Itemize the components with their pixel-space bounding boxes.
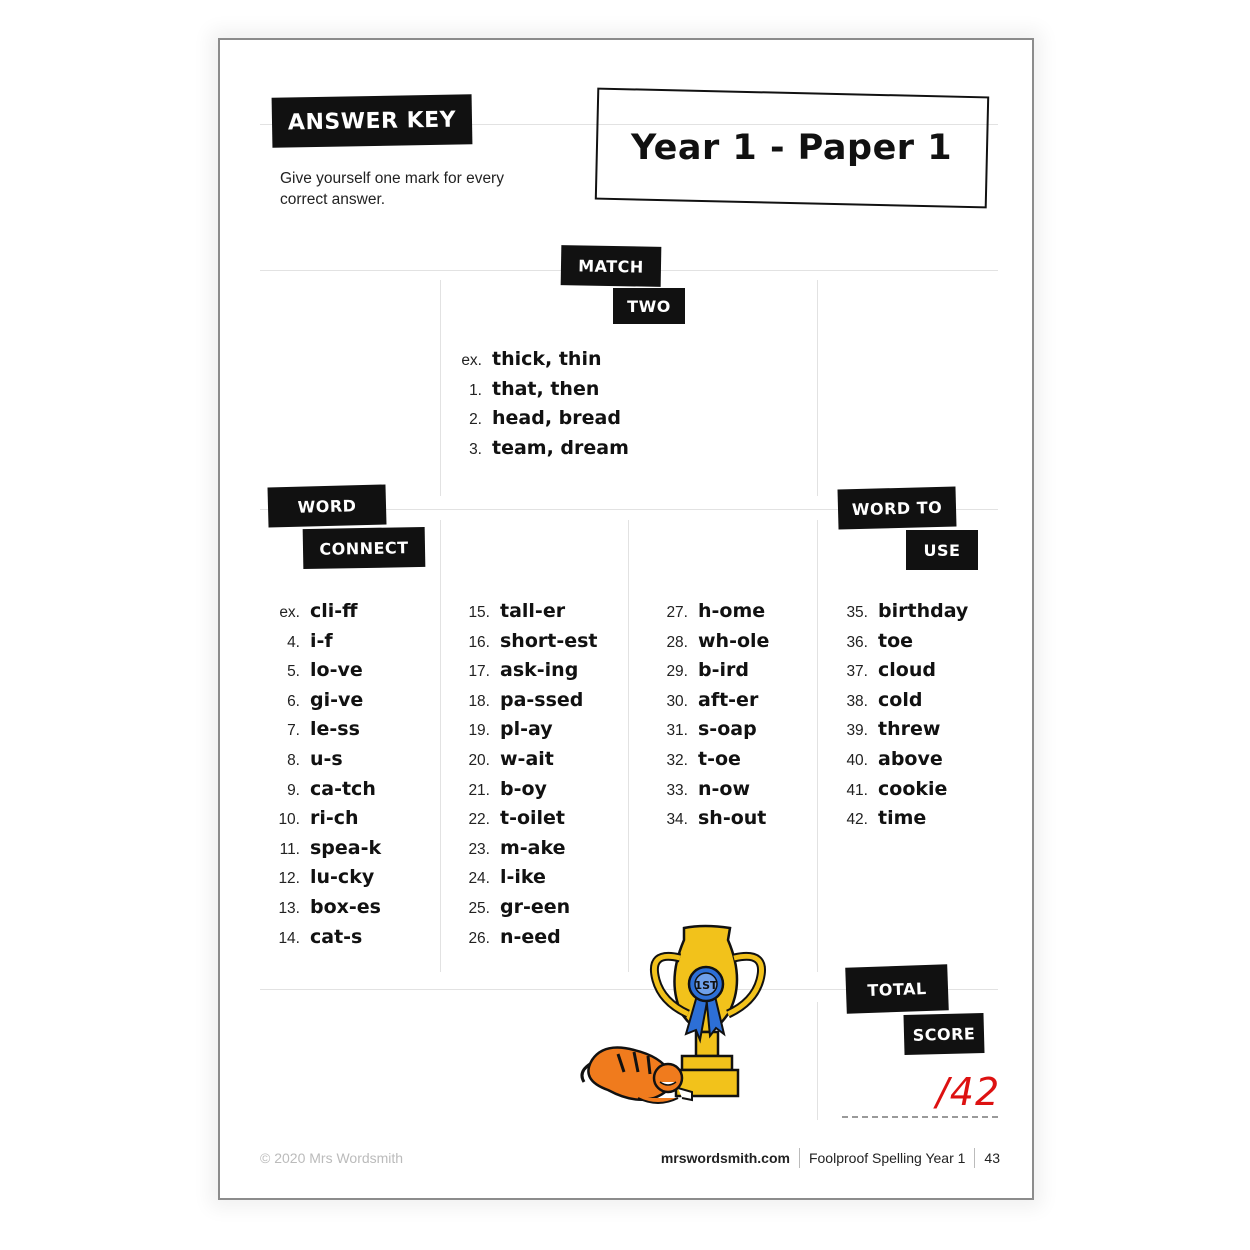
answer-row <box>450 718 598 748</box>
answer-text: lo-ve <box>310 659 363 682</box>
answer-number: 30. <box>666 692 688 710</box>
answer-text: spea-k <box>310 836 382 859</box>
total-score-value: /42 <box>936 1070 1001 1114</box>
answer-row <box>648 718 769 748</box>
answer-row <box>450 926 598 956</box>
answer-text: team, dream <box>492 436 629 459</box>
answer-row <box>648 630 769 660</box>
page-number: 43 <box>984 1150 1000 1166</box>
word-tag: WORD <box>267 484 386 527</box>
answer-text: gi-ve <box>310 688 364 711</box>
answer-number: 24. <box>468 870 490 888</box>
answer-text: sh-out <box>698 807 767 830</box>
answer-text: birthday <box>878 600 969 622</box>
answer-row <box>450 807 598 837</box>
answer-row <box>832 748 968 778</box>
answer-row <box>270 837 381 867</box>
match-two-list <box>450 348 629 466</box>
answer-number: 42. <box>846 811 868 829</box>
answer-row <box>270 630 381 660</box>
ribbon-label: 1ST <box>694 979 718 992</box>
answer-row <box>450 896 598 926</box>
answer-number: 39. <box>846 722 868 740</box>
answer-text: cloud <box>878 659 936 682</box>
footer-info <box>661 1148 1000 1168</box>
answer-number: 13. <box>278 899 300 917</box>
answer-text: l-ike <box>500 866 546 889</box>
answer-row <box>270 600 381 630</box>
answer-number: 3. <box>469 440 482 458</box>
score-line <box>842 1116 998 1118</box>
trophy-tiger-illustration <box>578 922 788 1112</box>
answer-number: 22. <box>468 811 490 829</box>
answer-text: thick, thin <box>492 348 602 370</box>
answer-number: 9. <box>287 781 300 799</box>
answer-row <box>450 630 598 660</box>
answer-number: 2. <box>469 411 482 429</box>
answer-text: time <box>878 807 927 830</box>
answer-number: ex. <box>461 352 482 369</box>
answer-number: 6. <box>287 692 300 710</box>
match-tag: MATCH <box>561 245 662 287</box>
page-title: Year 1 - Paper 1 <box>631 127 953 168</box>
answer-row <box>450 437 629 467</box>
word-connect-list-2 <box>450 600 598 955</box>
answer-row <box>450 866 598 896</box>
answer-text: h-ome <box>698 600 766 622</box>
answer-row <box>270 659 381 689</box>
answer-row <box>270 778 381 808</box>
answer-row <box>450 748 598 778</box>
answer-number: 23. <box>468 840 490 858</box>
answer-row <box>832 718 968 748</box>
answer-number: 31. <box>666 722 688 740</box>
answer-number: 27. <box>666 604 688 621</box>
two-tag: TWO <box>613 288 685 324</box>
answer-row <box>450 659 598 689</box>
title-box <box>595 88 989 209</box>
answer-row <box>270 866 381 896</box>
answer-number: 14. <box>278 929 300 947</box>
answer-text: tall-er <box>500 600 566 622</box>
answer-row <box>450 600 598 630</box>
answer-row <box>648 600 769 630</box>
answer-row <box>648 807 769 837</box>
answer-text: t-oilet <box>500 807 566 830</box>
answer-row <box>270 896 381 926</box>
answer-number: 12. <box>278 870 300 888</box>
answer-number: 29. <box>666 663 688 681</box>
use-tag: USE <box>906 530 978 570</box>
answer-number: 25. <box>468 899 490 917</box>
answer-number: 38. <box>846 692 868 710</box>
answer-text: i-f <box>310 629 333 652</box>
divider <box>817 1002 818 1120</box>
answer-row <box>450 378 629 408</box>
answer-text: gr-een <box>500 895 571 918</box>
answer-text: t-oe <box>698 747 741 770</box>
answer-text: short-est <box>500 629 598 652</box>
answer-number: 26. <box>468 929 490 947</box>
answer-row <box>832 778 968 808</box>
answer-text: b-ird <box>698 659 749 682</box>
score-tag: SCORE <box>903 1013 984 1055</box>
word-connect-list-1 <box>270 600 381 955</box>
answer-row <box>832 600 968 630</box>
connect-tag: CONNECT <box>303 527 426 569</box>
answer-row <box>450 837 598 867</box>
answer-text: ask-ing <box>500 659 579 682</box>
answer-row <box>832 659 968 689</box>
answer-number: 28. <box>666 633 688 651</box>
answer-text: w-ait <box>500 747 554 770</box>
answer-number: 17. <box>468 663 490 681</box>
answer-number: 18. <box>468 692 490 710</box>
answer-row <box>450 689 598 719</box>
total-tag: TOTAL <box>845 964 949 1014</box>
answer-text: cold <box>878 688 923 711</box>
answer-key-tag: ANSWER KEY <box>272 94 473 147</box>
answer-number: 37. <box>846 663 868 681</box>
answer-row <box>450 348 629 378</box>
answer-number: 20. <box>468 751 490 769</box>
answer-number: 41. <box>846 781 868 799</box>
answer-key-page <box>218 38 1034 1200</box>
answer-number: ex. <box>279 604 300 621</box>
answer-number: 19. <box>468 722 490 740</box>
answer-text: n-eed <box>500 925 561 948</box>
answer-text: u-s <box>310 747 343 770</box>
website-link[interactable]: mrswordsmith.com <box>660 1150 790 1166</box>
answer-number: 1. <box>469 381 482 399</box>
answer-text: cat-s <box>310 925 363 948</box>
answer-row <box>270 748 381 778</box>
answer-text: box-es <box>310 895 381 918</box>
answer-text: threw <box>878 718 941 741</box>
answer-number: 16. <box>468 633 490 651</box>
answer-text: pl-ay <box>500 718 553 741</box>
answer-number: 35. <box>846 604 868 621</box>
answer-text: cli-ff <box>310 600 358 622</box>
divider <box>628 520 629 972</box>
answer-number: 21. <box>468 781 490 799</box>
word-connect-list-3 <box>648 600 769 837</box>
answer-row <box>648 659 769 689</box>
answer-text: le-ss <box>310 718 360 741</box>
answer-text: toe <box>878 629 914 652</box>
answer-row <box>270 807 381 837</box>
answer-text: wh-ole <box>698 629 770 652</box>
divider <box>440 520 441 972</box>
answer-text: that, then <box>492 377 600 400</box>
answer-text: above <box>878 747 943 770</box>
answer-text: n-ow <box>698 777 751 800</box>
answer-text: s-oap <box>698 718 757 741</box>
answer-row <box>270 926 381 956</box>
copyright: © 2020 Mrs Wordsmith <box>260 1150 404 1166</box>
answer-row <box>648 778 769 808</box>
answer-number: 10. <box>278 811 300 829</box>
footer-separator <box>974 1148 975 1168</box>
answer-text: head, bread <box>492 407 621 430</box>
answer-row <box>832 630 968 660</box>
answer-text: cookie <box>878 777 948 800</box>
divider <box>440 280 441 496</box>
answer-row <box>270 689 381 719</box>
word-to-tag: WORD TO <box>837 486 956 529</box>
divider <box>817 520 818 972</box>
answer-text: b-oy <box>500 777 547 800</box>
answer-text: lu-cky <box>310 866 375 889</box>
book-title: Foolproof Spelling Year 1 <box>808 1150 966 1166</box>
answer-number: 15. <box>468 604 490 621</box>
answer-number: 8. <box>287 751 300 769</box>
instructions: Give yourself one mark for every correct answer. <box>280 170 504 208</box>
answer-number: 5. <box>287 663 300 681</box>
answer-row <box>450 407 629 437</box>
answer-number: 34. <box>666 811 688 829</box>
answer-number: 4. <box>287 633 300 651</box>
footer-separator <box>799 1148 800 1168</box>
answer-number: 40. <box>846 751 868 769</box>
answer-row <box>270 718 381 748</box>
answer-text: m-ake <box>500 836 566 859</box>
answer-text: ri-ch <box>310 807 359 830</box>
answer-text: aft-er <box>698 688 759 711</box>
answer-number: 32. <box>666 751 688 769</box>
answer-row <box>832 807 968 837</box>
word-to-use-list <box>832 600 968 837</box>
answer-number: 11. <box>279 840 300 858</box>
answer-text: pa-ssed <box>500 688 584 711</box>
answer-row <box>450 778 598 808</box>
answer-text: ca-tch <box>310 777 376 800</box>
answer-number: 36. <box>846 633 868 651</box>
answer-number: 7. <box>287 722 300 740</box>
answer-row <box>832 689 968 719</box>
answer-number: 33. <box>666 781 688 799</box>
answer-row <box>648 748 769 778</box>
answer-row <box>648 689 769 719</box>
divider <box>817 280 818 496</box>
